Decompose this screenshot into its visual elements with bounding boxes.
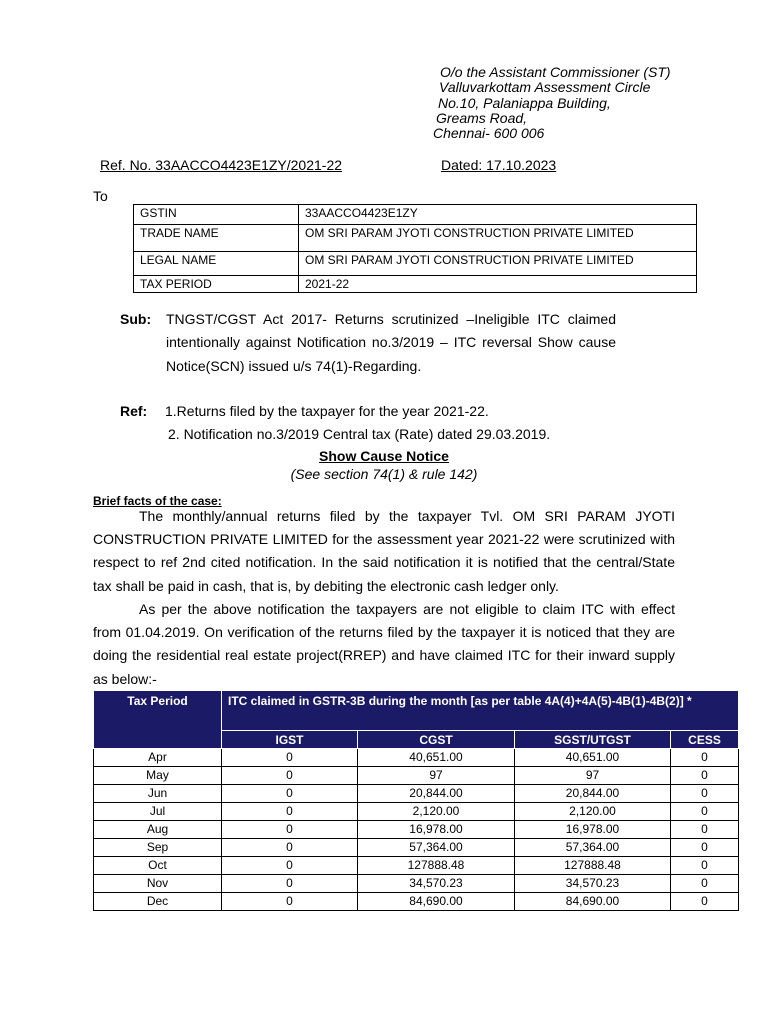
table-row [134,225,697,252]
paragraph-text: As per the above notification the taxpayers are not eligible to claim ITC with effect from 01.04.2019. On verification of the returns filed by the taxpayer it is noticed that they are doing the residential real estate project(RREP) and have claimed ITC for their inward supply as below:- [93,601,675,687]
table-row [134,252,697,276]
cgst-cell: 20,844.00 [358,785,515,803]
detail-key: TAX PERIOD [134,276,299,293]
sgst-cell: 97 [515,767,671,785]
cgst-cell: 40,651.00 [358,749,515,767]
reference-item: 2. Notification no.3/2019 Central tax (Rate) dated 29.03.2019. [168,426,551,442]
column-header: CESS [671,731,739,749]
table-row [94,839,739,857]
igst-cell: 0 [222,893,358,911]
table-row [94,875,739,893]
column-header: CGST [358,731,515,749]
detail-value: 2021-22 [299,276,697,293]
paragraph [93,505,675,598]
table-row [134,205,697,225]
itc-header: ITC claimed in GSTR-3B during the month [as per table 4A(4)+4A(5)-4B(1)-4B(2)] * [222,691,739,731]
igst-cell: 0 [222,803,358,821]
cgst-cell: 16,978.00 [358,821,515,839]
period-cell: Apr [94,749,222,767]
office-address [430,65,671,141]
detail-key: TRADE NAME [134,225,299,252]
cgst-cell: 57,364.00 [358,839,515,857]
table-row [94,857,739,875]
sgst-cell: 84,690.00 [515,893,671,911]
cess-cell: 0 [671,767,739,785]
cess-cell: 0 [671,749,739,767]
cgst-cell: 2,120.00 [358,803,515,821]
cess-cell: 0 [671,893,739,911]
igst-cell: 0 [222,821,358,839]
brief-facts-heading: Brief facts of the case: [93,494,222,508]
cess-cell: 0 [671,839,739,857]
cess-cell: 0 [671,785,739,803]
igst-cell: 0 [222,785,358,803]
paragraph [93,598,675,691]
igst-cell: 0 [222,767,358,785]
period-cell: Oct [94,857,222,875]
period-cell: Jun [94,785,222,803]
to-label: To [93,188,108,204]
reference-label: Ref: [120,403,148,419]
sgst-cell: 2,120.00 [515,803,671,821]
sgst-cell: 57,364.00 [515,839,671,857]
address-line: Chennai- 600 006 [433,125,545,142]
period-cell: Dec [94,893,222,911]
reference-item: 1.Returns filed by the taxpayer for the year 2021-22. [165,403,489,419]
date: Dated: 17.10.2023 [441,157,557,173]
cgst-cell: 127888.48 [358,857,515,875]
taxpayer-details-table [133,204,697,293]
address-line: Valluvarkottam Assessment Circle [439,79,651,96]
subject-text: TNGST/CGST Act 2017- Returns scrutinized –Ineligible ITC claimed intentionally against Notification no.3/2019 – ITC reversal Show cause Notice(SCN) issued u/s 74(1)-Regarding. [166,311,616,374]
cgst-cell: 84,690.00 [358,893,515,911]
cgst-cell: 97 [358,767,515,785]
igst-cell: 0 [222,839,358,857]
cess-cell: 0 [671,821,739,839]
sgst-cell: 34,570.23 [515,875,671,893]
address-line: Greams Road, [436,109,528,126]
table-row [94,767,739,785]
sgst-cell: 20,844.00 [515,785,671,803]
reference-block [120,400,550,446]
address-line: No.10, Palaniappa Building, [438,94,611,111]
subject-label: Sub: [120,311,152,327]
cess-cell: 0 [671,803,739,821]
detail-value: OM SRI PARAM JYOTI CONSTRUCTION PRIVATE LIMITED [299,252,697,276]
table-row [94,803,739,821]
tax-period-header: Tax Period [94,691,222,749]
column-header: SGST/UTGST [515,731,671,749]
cgst-cell: 34,570.23 [358,875,515,893]
detail-value: 33AACCO4423E1ZY [299,205,697,225]
igst-cell: 0 [222,749,358,767]
igst-cell: 0 [222,875,358,893]
subject-block [120,308,616,378]
sgst-cell: 16,978.00 [515,821,671,839]
paragraph-text: The monthly/annual returns filed by the taxpayer Tvl. OM SRI PARAM JYOTI CONSTRUCTION PRIVATE LIMITED for the assessment year 2021-22 were scrutinized with respect to ref 2nd cited notification. In the said notification it is notified that the central/State tax shall be paid in cash, that is, by debiting the electronic cash ledger only. [93,508,675,594]
period-cell: Aug [94,821,222,839]
column-header: IGST [222,731,358,749]
igst-cell: 0 [222,857,358,875]
sgst-cell: 40,651.00 [515,749,671,767]
table-row [94,749,739,767]
detail-value: OM SRI PARAM JYOTI CONSTRUCTION PRIVATE LIMITED [299,225,697,252]
cess-cell: 0 [671,857,739,875]
notice-title: Show Cause Notice [319,448,449,464]
sgst-cell: 127888.48 [515,857,671,875]
address-line: O/o the Assistant Commissioner (ST) [440,64,671,80]
reference-number: Ref. No. 33AACCO4423E1ZY/2021-22 [100,157,343,173]
period-cell: Jul [94,803,222,821]
table-row [94,821,739,839]
table-row [94,785,739,803]
period-cell: May [94,767,222,785]
table-row [134,276,697,293]
cess-cell: 0 [671,875,739,893]
detail-key: GSTIN [134,205,299,225]
notice-subtitle: (See section 74(1) & rule 142) [290,466,478,482]
period-cell: Sep [94,839,222,857]
detail-key: LEGAL NAME [134,252,299,276]
period-cell: Nov [94,875,222,893]
table-row [94,893,739,911]
itc-claimed-table [93,690,739,911]
